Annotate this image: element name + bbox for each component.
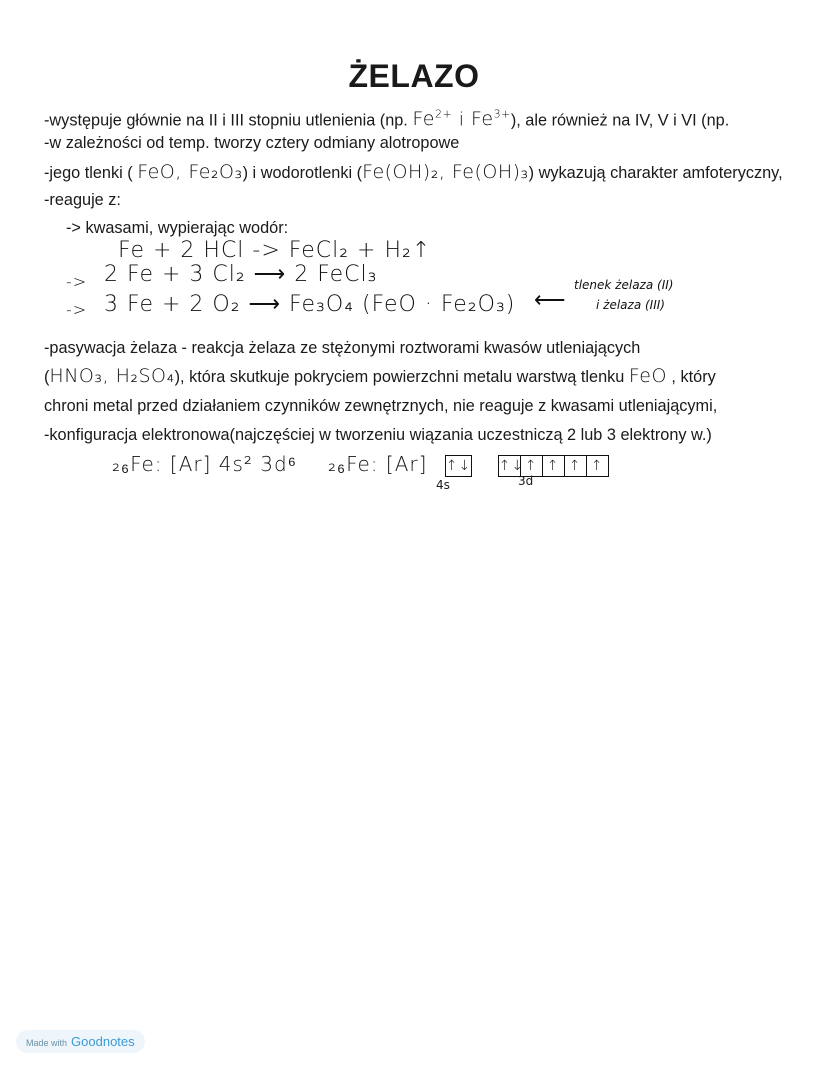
handwritten-hydroxides: Fe(OH)₂, Fe(OH)₃: [362, 161, 529, 183]
arrow-left-icon: ⟵: [534, 288, 567, 313]
label-3d: 3d: [518, 474, 534, 488]
handwritten-feo: FeO: [628, 365, 667, 387]
orbital-box: ↑: [521, 456, 543, 476]
text-line-reacts: -reaguje z:: [44, 191, 121, 209]
goodnotes-badge: Made with Goodnotes: [16, 1030, 145, 1053]
annotation-line2: i żelaza (III): [596, 298, 665, 312]
handwritten-fe3: $Fe^{3+}$: [471, 108, 511, 131]
text-line-configuration: -konfiguracja elektronowa(najczęściej w tworzeniu wiązania uczestniczą 2 lub 3 elektrony w.): [44, 426, 712, 444]
handwritten-oxides: FeO, Fe₂O₃: [137, 161, 243, 183]
text-line-acids: -> kwasami, wypierając wodór:: [66, 219, 289, 237]
text-line-passivation-2: (HNO₃, H₂SO₄), która skutkuje pokryciem powierzchni metalu warstwą tlenku FeO , który: [44, 365, 716, 387]
text-line-protection: chroni metal przed działaniem czynników zewnętrznych, nie reaguje z kwasami utleniającymi,: [44, 397, 718, 415]
text: -występuje głównie na II i III stopniu utlenienia (np.: [44, 111, 413, 130]
handwritten-acids: HNO₃, H₂SO₄: [49, 365, 175, 387]
goodnotes-logo: Goodnotes: [71, 1034, 135, 1049]
text-line-allotropes: -w zależności od temp. tworzy cztery odmiany alotropowe: [44, 134, 460, 152]
equation-arrow: ->: [66, 300, 88, 319]
electron-config-boxes: ₂₆Fe: [Ar] ↑↓ ↑↓ ↑ ↑ ↑ ↑: [328, 452, 609, 477]
orbital-3d: [498, 455, 609, 477]
orbital-box: ↑: [590, 457, 604, 474]
text-line-passivation: -pasywacja żelaza - reakcja żelaza ze stężonymi roztworami kwasów utleniających: [44, 339, 641, 357]
equation-hcl: Fe + 2 HCl -> FeCl₂ + H₂↑: [118, 238, 432, 263]
orbital-box: ↑: [565, 456, 587, 476]
equation-cl2: 2 Fe + 3 Cl₂ ⟶ 2 FeCl₃: [104, 262, 378, 287]
equation-o2: 3 Fe + 2 O₂ ⟶ Fe₃O₄ (FeO · Fe₂O₃): [104, 292, 516, 317]
page-title: ŻELAZO: [348, 58, 480, 94]
text-line-oxides: -jego tlenki ( FeO, Fe₂O₃) i wodorotlenki (Fe(OH)₂, Fe(OH)₃) wykazują charakter amfoteryczny,: [44, 161, 783, 183]
label-4s: 4s: [436, 478, 450, 492]
orbital-4s: ↑↓: [445, 455, 472, 477]
text: ), ale również na IV, V i VI (np.: [510, 111, 730, 130]
electron-config-short: ₂₆Fe: [Ar] 4s² 3d⁶: [112, 452, 297, 476]
text-line-oxidation-states: [44, 105, 729, 130]
orbital-box: ↑: [543, 456, 565, 476]
annotation-line1: tlenek żelaza (II): [574, 278, 674, 292]
equation-arrow: ->: [66, 272, 88, 291]
handwritten-and: i: [452, 108, 472, 131]
orbital-box: ↑↓: [498, 457, 525, 474]
handwritten-fe2: $Fe^{2+}$: [412, 108, 453, 131]
